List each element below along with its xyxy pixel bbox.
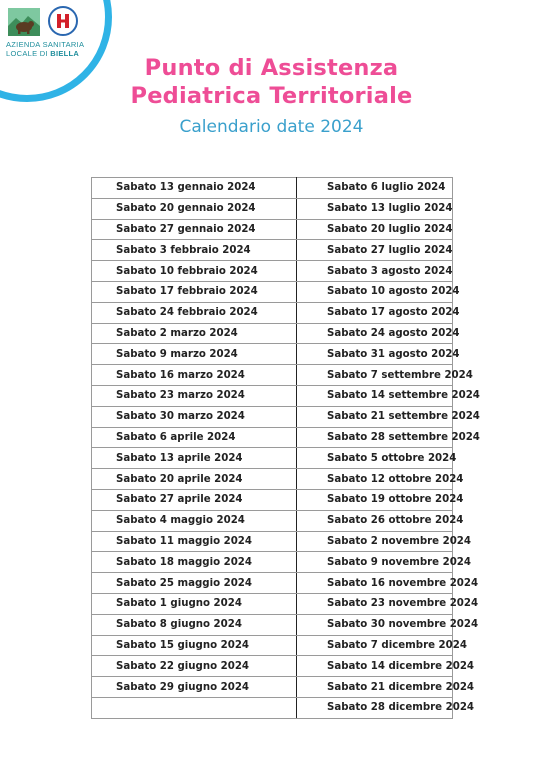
date-cell-left: Sabato 13 aprile 2024 xyxy=(92,448,297,469)
table-row xyxy=(92,677,453,698)
date-cell-left: Sabato 20 gennaio 2024 xyxy=(92,198,297,219)
date-cell-right: Sabato 9 novembre 2024 xyxy=(297,552,453,573)
table-row xyxy=(92,365,453,386)
date-cell-left: Sabato 22 giugno 2024 xyxy=(92,656,297,677)
date-cell-right: Sabato 21 settembre 2024 xyxy=(297,406,453,427)
table-row xyxy=(92,427,453,448)
date-cell-right: Sabato 30 novembre 2024 xyxy=(297,614,453,635)
date-cell-right: Sabato 3 agosto 2024 xyxy=(297,261,453,282)
table-row xyxy=(92,697,453,718)
table-row xyxy=(92,281,453,302)
table-row xyxy=(92,240,453,261)
date-cell-left: Sabato 10 febbraio 2024 xyxy=(92,261,297,282)
date-cell-right: Sabato 21 dicembre 2024 xyxy=(297,677,453,698)
date-cell-right: Sabato 23 novembre 2024 xyxy=(297,593,453,614)
table-row xyxy=(92,261,453,282)
date-cell-right: Sabato 31 agosto 2024 xyxy=(297,344,453,365)
table-row xyxy=(92,531,453,552)
date-cell-left: Sabato 4 maggio 2024 xyxy=(92,510,297,531)
date-cell-right: Sabato 28 settembre 2024 xyxy=(297,427,453,448)
date-cell-left: Sabato 29 giugno 2024 xyxy=(92,677,297,698)
table-row xyxy=(92,219,453,240)
date-cell-left: Sabato 20 aprile 2024 xyxy=(92,469,297,490)
date-cell-left: Sabato 3 febbraio 2024 xyxy=(92,240,297,261)
table-row xyxy=(92,573,453,594)
date-cell-right: Sabato 13 luglio 2024 xyxy=(297,198,453,219)
table-row xyxy=(92,614,453,635)
date-cell-right: Sabato 28 dicembre 2024 xyxy=(297,697,453,718)
date-cell-right: Sabato 19 ottobre 2024 xyxy=(297,489,453,510)
date-cell-right: Sabato 12 ottobre 2024 xyxy=(297,469,453,490)
date-cell-right: Sabato 26 ottobre 2024 xyxy=(297,510,453,531)
page-title-line2: Pediatrica Territoriale xyxy=(130,83,413,109)
date-cell-left: Sabato 2 marzo 2024 xyxy=(92,323,297,344)
table-row xyxy=(92,552,453,573)
date-cell-left: Sabato 27 gennaio 2024 xyxy=(92,219,297,240)
table-row xyxy=(92,178,453,199)
table-row xyxy=(92,385,453,406)
date-cell-right: Sabato 16 novembre 2024 xyxy=(297,573,453,594)
date-cell-left xyxy=(92,697,297,718)
table-row xyxy=(92,448,453,469)
page-title-line1: Punto di Assistenza xyxy=(144,55,399,81)
date-cell-left: Sabato 9 marzo 2024 xyxy=(92,344,297,365)
table-row xyxy=(92,198,453,219)
date-cell-left: Sabato 16 marzo 2024 xyxy=(92,365,297,386)
date-cell-left: Sabato 11 maggio 2024 xyxy=(92,531,297,552)
date-cell-left: Sabato 18 maggio 2024 xyxy=(92,552,297,573)
date-cell-left: Sabato 13 gennaio 2024 xyxy=(92,178,297,199)
logo-caption-line1: AZIENDA SANITARIA xyxy=(6,40,85,49)
date-cell-left: Sabato 6 aprile 2024 xyxy=(92,427,297,448)
date-cell-right: Sabato 7 dicembre 2024 xyxy=(297,635,453,656)
hospital-h-icon xyxy=(48,6,78,36)
date-cell-right: Sabato 2 novembre 2024 xyxy=(297,531,453,552)
bear-icon xyxy=(8,8,40,36)
date-cell-right: Sabato 7 settembre 2024 xyxy=(297,365,453,386)
table-row xyxy=(92,302,453,323)
date-cell-left: Sabato 25 maggio 2024 xyxy=(92,573,297,594)
table-row xyxy=(92,656,453,677)
date-cell-left: Sabato 27 aprile 2024 xyxy=(92,489,297,510)
table-row xyxy=(92,593,453,614)
date-cell-right: Sabato 14 dicembre 2024 xyxy=(297,656,453,677)
date-cell-left: Sabato 23 marzo 2024 xyxy=(92,385,297,406)
date-cell-left: Sabato 8 giugno 2024 xyxy=(92,614,297,635)
date-cell-right: Sabato 24 agosto 2024 xyxy=(297,323,453,344)
table-row xyxy=(92,635,453,656)
date-cell-right: Sabato 6 luglio 2024 xyxy=(297,178,453,199)
date-cell-left: Sabato 24 febbraio 2024 xyxy=(92,302,297,323)
table-row xyxy=(92,406,453,427)
date-cell-right: Sabato 20 luglio 2024 xyxy=(297,219,453,240)
date-cell-right: Sabato 5 ottobre 2024 xyxy=(297,448,453,469)
table-row xyxy=(92,489,453,510)
date-cell-left: Sabato 17 febbraio 2024 xyxy=(92,281,297,302)
date-cell-right: Sabato 14 settembre 2024 xyxy=(297,385,453,406)
table-row xyxy=(92,469,453,490)
dates-table-body xyxy=(92,178,480,719)
table-row xyxy=(92,510,453,531)
date-cell-right: Sabato 27 luglio 2024 xyxy=(297,240,453,261)
table-row xyxy=(92,344,453,365)
logo-caption-strong: BIELLA xyxy=(50,49,80,58)
page-subtitle: Calendario date 2024 xyxy=(179,117,364,137)
date-cell-left: Sabato 30 marzo 2024 xyxy=(92,406,297,427)
logo-caption-prefix: LOCALE DI xyxy=(6,49,51,58)
dates-table xyxy=(91,177,480,719)
date-cell-left: Sabato 1 giugno 2024 xyxy=(92,593,297,614)
date-cell-left: Sabato 15 giugno 2024 xyxy=(92,635,297,656)
date-cell-right: Sabato 10 agosto 2024 xyxy=(297,281,453,302)
table-row xyxy=(92,323,453,344)
date-cell-right: Sabato 17 agosto 2024 xyxy=(297,302,453,323)
